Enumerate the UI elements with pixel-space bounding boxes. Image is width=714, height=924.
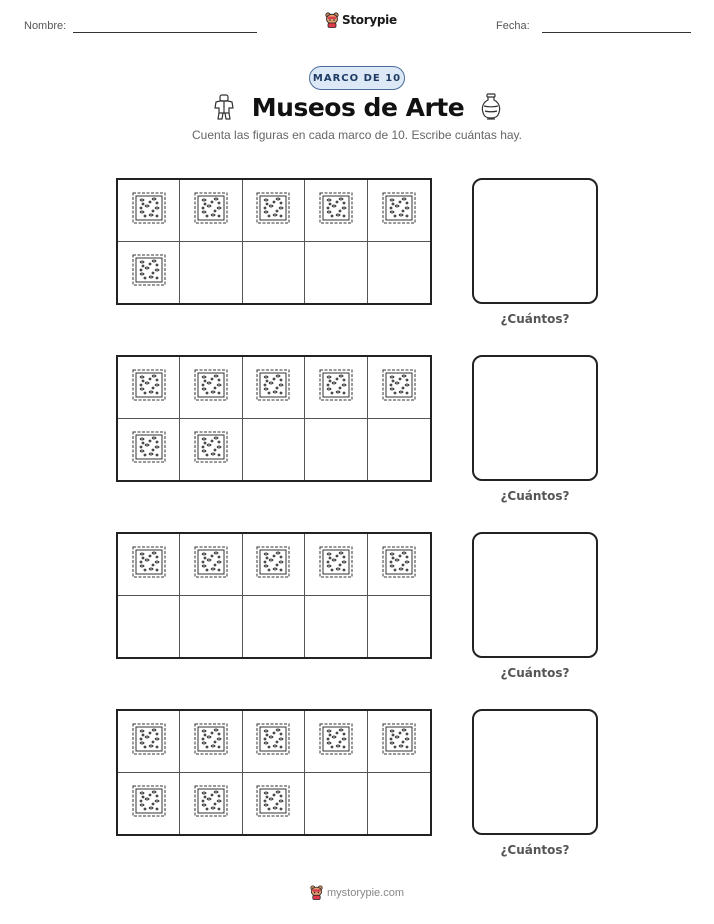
frame-cell [305, 242, 367, 304]
painting-icon [380, 190, 418, 231]
painting-icon [317, 367, 355, 408]
painting-icon [192, 367, 230, 408]
frame-cell [118, 534, 180, 596]
instructions: Cuenta las figuras en cada marco de 10. Escribe cuántas hay. [192, 128, 522, 142]
frame-cell [243, 773, 305, 835]
painting-icon [380, 544, 418, 585]
armor-icon [210, 93, 238, 121]
painting-icon [317, 544, 355, 585]
frame-cell [243, 711, 305, 773]
frame-cell [118, 357, 180, 419]
frame-cell [180, 534, 242, 596]
painting-icon [130, 544, 168, 585]
painting-icon [317, 721, 355, 762]
painting-icon [380, 721, 418, 762]
frame-cell [118, 596, 180, 658]
question-label-1: ¿Cuántos? [500, 312, 570, 326]
ten-frame-1 [116, 178, 432, 305]
frame-cell [118, 419, 180, 481]
frame-cell [180, 357, 242, 419]
vase-icon [478, 92, 504, 122]
ten-frame-3 [116, 532, 432, 659]
painting-icon [192, 721, 230, 762]
frame-cell [180, 596, 242, 658]
painting-icon [192, 544, 230, 585]
question-label-3: ¿Cuántos? [500, 666, 570, 680]
storypie-logo-icon [310, 885, 323, 900]
brand-name: Storypie [342, 13, 397, 27]
painting-icon [192, 429, 230, 470]
frame-cell [243, 242, 305, 304]
painting-icon [130, 783, 168, 824]
page-title: Museos de Arte [251, 92, 465, 122]
name-line [73, 32, 257, 33]
painting-icon [130, 190, 168, 231]
frame-cell [368, 711, 430, 773]
painting-icon [254, 190, 292, 231]
frame-cell [118, 242, 180, 304]
answer-box-2[interactable] [472, 355, 598, 481]
frame-cell [305, 773, 367, 835]
title-row [0, 92, 714, 122]
painting-icon [254, 721, 292, 762]
footer-url: mystorypie.com [326, 886, 405, 899]
frame-cell [180, 419, 242, 481]
storypie-logo-icon [325, 12, 339, 28]
answer-box-1[interactable] [472, 178, 598, 304]
frame-cell [118, 773, 180, 835]
frame-cell [180, 773, 242, 835]
frame-cell [368, 596, 430, 658]
frame-cell [243, 180, 305, 242]
answer-box-3[interactable] [472, 532, 598, 658]
frame-cell [243, 596, 305, 658]
frame-cell [305, 711, 367, 773]
frame-cell [305, 534, 367, 596]
frame-cell [243, 534, 305, 596]
frame-cell [305, 357, 367, 419]
question-label-2: ¿Cuántos? [500, 489, 570, 503]
topic-badge: MARCO DE 10 [309, 66, 405, 90]
frame-cell [243, 357, 305, 419]
painting-icon [254, 783, 292, 824]
frame-cell [118, 180, 180, 242]
frame-cell [368, 180, 430, 242]
frame-cell [118, 711, 180, 773]
frame-cell [180, 711, 242, 773]
answer-box-4[interactable] [472, 709, 598, 835]
frame-cell [368, 242, 430, 304]
painting-icon [192, 783, 230, 824]
footer [0, 885, 714, 900]
painting-icon [192, 190, 230, 231]
painting-icon [317, 190, 355, 231]
ten-frame-4 [116, 709, 432, 836]
frame-cell [368, 773, 430, 835]
frame-cell [305, 419, 367, 481]
frame-cell [180, 242, 242, 304]
painting-icon [130, 252, 168, 293]
frame-cell [305, 180, 367, 242]
painting-icon [380, 367, 418, 408]
painting-icon [254, 367, 292, 408]
frame-cell [368, 534, 430, 596]
painting-icon [130, 367, 168, 408]
date-line [542, 32, 691, 33]
name-label: Nombre: [24, 20, 67, 32]
frame-cell [368, 357, 430, 419]
frame-cell [368, 419, 430, 481]
ten-frame-2 [116, 355, 432, 482]
painting-icon [130, 429, 168, 470]
painting-icon [130, 721, 168, 762]
brand [325, 12, 397, 28]
frame-cell [305, 596, 367, 658]
question-label-4: ¿Cuántos? [500, 843, 570, 857]
frame-cell [180, 180, 242, 242]
frame-cell [243, 419, 305, 481]
painting-icon [254, 544, 292, 585]
date-label: Fecha: [496, 20, 530, 32]
